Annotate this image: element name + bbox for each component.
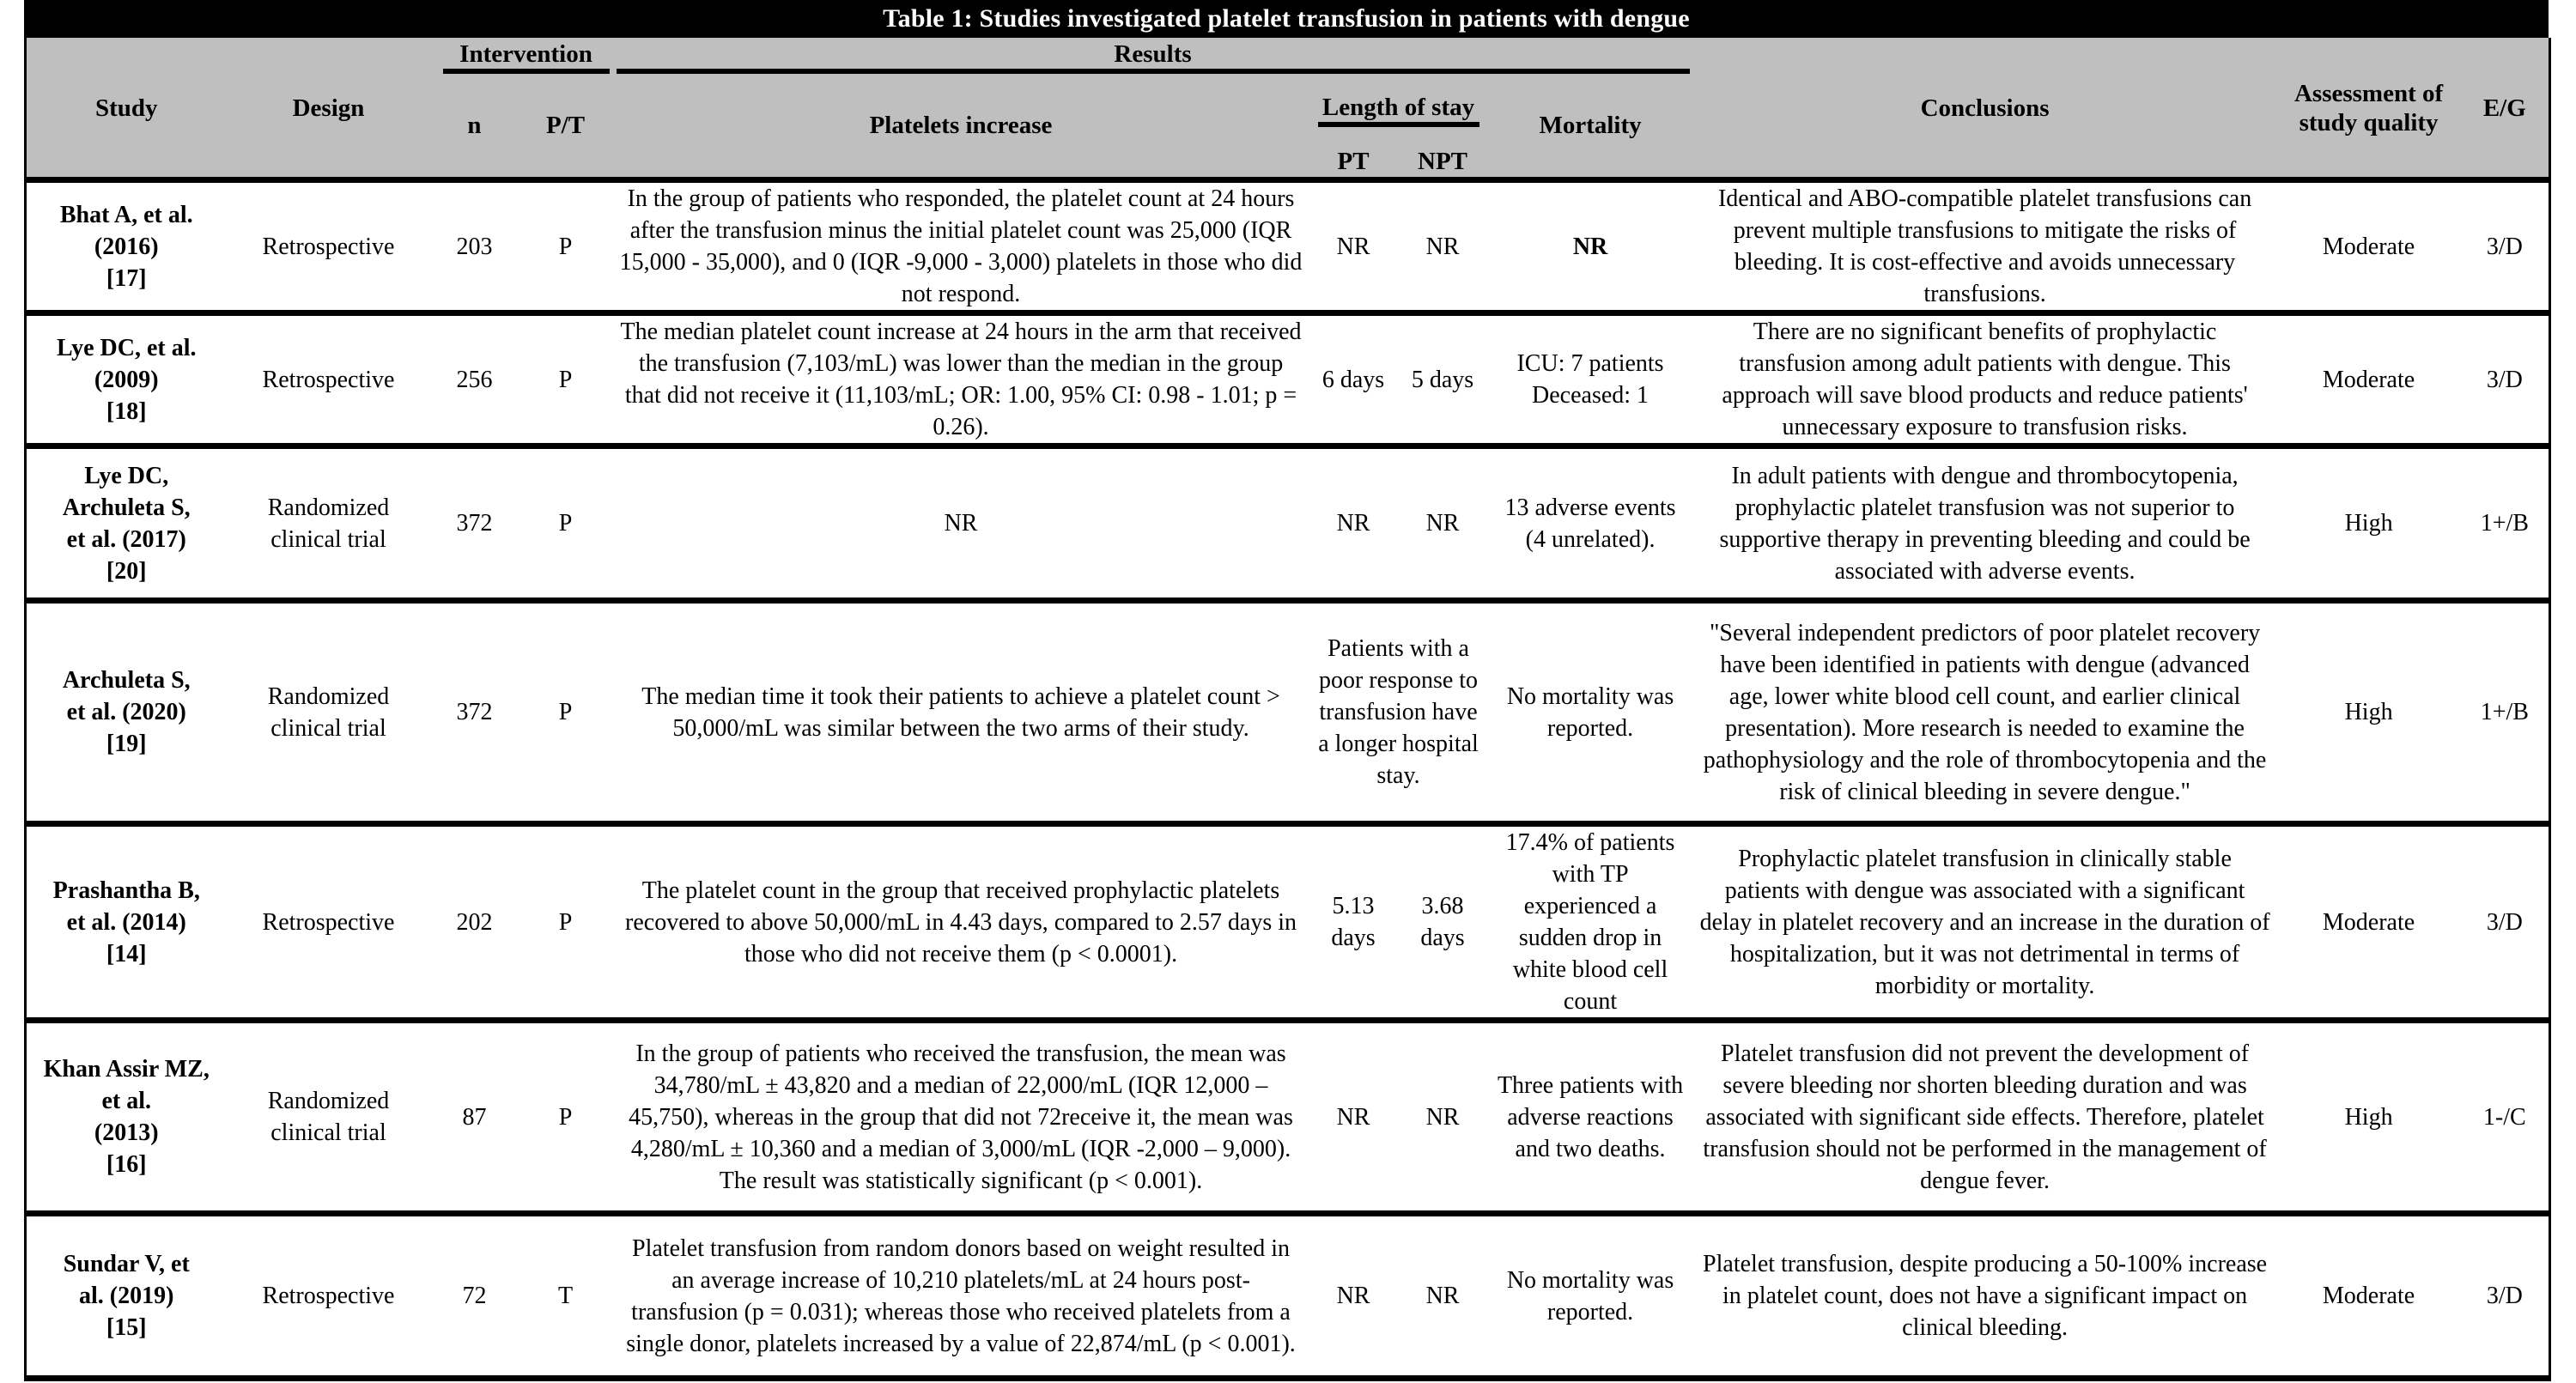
platelets-increase-cell: The median platelet count increase at 24 hours in the arm that received the transfusion (7,103/mL) was lower than the median in the group that did not receive it (11,103/mL; OR: 1.00, 95% CI: 0.98 - 1.01; p = 0.26). [620, 318, 1302, 440]
eg-cell: 1+/B [2480, 510, 2529, 537]
eg-cell: 3/D [2486, 233, 2523, 260]
header-intervention: Intervention [431, 38, 613, 74]
header-assessment: Assessment of study quality [2277, 38, 2461, 180]
los-npt-cell: 5 days [1411, 366, 1474, 393]
assessment-cell: High [2344, 510, 2393, 537]
study-cell: Bhat A, et al. (2016) [17] [59, 201, 193, 292]
studies-table [24, 0, 2549, 1381]
header-los-npt: NPT [1398, 145, 1488, 179]
header-mortality: Mortality [1488, 74, 1693, 180]
header-los-pt: PT [1309, 145, 1398, 179]
platelets-increase-cell: In the group of patients who responded, the platelet count at 24 hours after the transfusion minus the initial platelet count was 25,000 (IQR 15,000 - 35,000), and 0 (IQR -9,000 - 3,000) platelets in those who did not respond. [619, 185, 1303, 307]
platelets-increase-cell: The median time it took their patients to achieve a platelet count > 50,000/mL was similar between the two arms of their study. [641, 682, 1280, 742]
table-row [26, 824, 2550, 1021]
los-pt-cell: NR [1336, 510, 1370, 537]
platelets-increase-cell: In the group of patients who received the transfusion, the mean was 34,780/mL ± 43,820 and a median of 22,000/mL (IQR 12,000 – 45,750), whereas in the group that did not 72receive it, the mean was 4,280/mL ± 10,360 and a median of 3,000/mL (IQR -2,000 – 9,000). The result was statistically significant (p < 0.001). [629, 1040, 1293, 1194]
table-row [26, 1214, 2550, 1379]
mortality-cell: No mortality was reported. [1506, 1266, 1674, 1325]
conclusions-cell: Platelet transfusion, despite producing a 50-100% increase in platelet count, does not have a significant impact on clinical bleeding. [1703, 1251, 2268, 1341]
mortality-cell: 13 adverse events (4 unrelated). [1504, 494, 1676, 553]
n-cell: 202 [456, 908, 493, 936]
conclusions-cell: Platelet transfusion did not prevent the development of severe bleeding nor shorten bleeding duration and was associated with significant side effects. Therefore, platelet transfusion should not be performed in the management of dengue fever. [1703, 1040, 2267, 1194]
pt-type-cell: P [558, 908, 573, 936]
eg-cell: 3/D [2486, 366, 2523, 393]
assessment-cell: Moderate [2322, 1283, 2415, 1309]
conclusions-cell: Prophylactic platelet transfusion in clinically stable patients with dengue was associated with a significant delay in platelet recovery and an increase in the duration of hospitalization, but it was not detrimental in terms of morbidity or mortality. [1699, 845, 2270, 999]
conclusions-cell: "Several independent predictors of poor platelet recovery have been identified in patients with dengue (advanced age, lower white blood cell count, and earlier clinical presentation). More research is needed to examine the pathophysiology and the role of thrombocytopenia and the risk of clinical bleeding in severe dengue." [1703, 619, 2267, 805]
los-pt-cell: NR [1336, 1283, 1370, 1309]
design-cell: Randomized clinical trial [267, 682, 390, 742]
platelets-increase-cell: The platelet count in the group that received prophylactic platelets recovered to above 50,000/mL in 4.43 days, compared to 2.57 days in those who did not receive them (p < 0.0001). [625, 877, 1297, 967]
study-cell: Khan Assir MZ, et al. (2013) [16] [43, 1056, 210, 1178]
header-design: Design [227, 38, 431, 180]
assessment-cell: High [2344, 1103, 2393, 1131]
design-cell: Randomized clinical trial [267, 494, 390, 553]
los-npt-cell: NR [1425, 1103, 1460, 1131]
platelets-increase-cell: Platelet transfusion from random donors based on weight resulted in an average increase of 10,210 platelets/mL at 24 hours post-transfusion (p = 0.031); whereas those who received platelets from a single donor, platelets increased by a value of 22,874/mL (p < 0.001). [626, 1234, 1296, 1357]
design-cell: Retrospective [262, 366, 395, 393]
platelets-increase-cell: NR [944, 510, 978, 537]
header-pt-type: P/T [519, 74, 613, 180]
design-cell: Retrospective [262, 1283, 395, 1309]
n-cell: 372 [456, 699, 493, 725]
header-study: Study [26, 38, 227, 180]
header-results: Results [613, 38, 1693, 74]
los-pt-cell: 6 days [1321, 366, 1385, 393]
los-npt-cell: NR [1425, 510, 1460, 537]
n-cell: 72 [462, 1283, 487, 1309]
los-npt-cell: 3.68 days [1420, 893, 1465, 951]
los-pt-cell: 5.13 days [1331, 893, 1376, 951]
assessment-cell: Moderate [2322, 908, 2415, 936]
design-cell: Randomized clinical trial [267, 1088, 390, 1146]
header-eg: E/G [2461, 38, 2550, 180]
n-cell: 372 [456, 510, 493, 537]
conclusions-cell: There are no significant benefits of prophylactic transfusion among adult patients with dengue. This approach will save blood products and reduce patients' unnecessary exposure to transfusion risks. [1722, 318, 2248, 440]
eg-cell: 3/D [2486, 1283, 2523, 1309]
study-cell: Lye DC, et al. (2009) [18] [56, 334, 197, 425]
eg-cell: 3/D [2486, 908, 2523, 936]
n-cell: 256 [456, 366, 493, 393]
header-length-of-stay: Length of stay [1309, 74, 1488, 145]
study-cell: Prashantha B, et al. (2014) [14] [52, 877, 200, 967]
study-cell: Sundar V, et al. (2019) [15] [63, 1251, 190, 1341]
table-row [26, 180, 2550, 313]
los-pt-cell: NR [1336, 1103, 1370, 1131]
n-cell: 87 [462, 1103, 487, 1131]
conclusions-cell: In adult patients with dengue and thrombocytopenia, prophylactic platelet transfusion was not superior to supportive therapy in preventing bleeding and could be associated with adverse events. [1719, 462, 2251, 585]
mortality-cell: NR [1572, 233, 1608, 260]
study-cell: Lye DC, Archuleta S, et al. (2017) [20] [62, 462, 191, 585]
mortality-cell: 17.4% of patients with TP experienced a sudden drop in white blood cell count [1505, 829, 1675, 1015]
header-conclusions: Conclusions [1693, 38, 2277, 180]
table-row [26, 601, 2550, 824]
table-header [26, 38, 2550, 180]
conclusions-cell: Identical and ABO-compatible platelet transfusions can prevent multiple transfusions to mitigate the risks of bleeding. It is cost-effective and avoids unnecessary transfusions. [1717, 185, 2252, 307]
design-cell: Retrospective [262, 233, 395, 260]
los-combined-cell: Patients with a poor response to transfusion have a longer hospital stay. [1318, 635, 1479, 789]
mortality-cell: Three patients with adverse reactions and two deaths. [1497, 1071, 1684, 1162]
pt-type-cell: T [557, 1283, 574, 1309]
pt-type-cell: P [558, 699, 573, 725]
design-cell: Retrospective [262, 908, 395, 936]
los-npt-cell: NR [1425, 233, 1460, 260]
n-cell: 203 [456, 233, 493, 260]
eg-cell: 1-/C [2482, 1103, 2526, 1131]
header-platelets-increase: Platelets increase [613, 74, 1309, 180]
pt-type-cell: P [558, 366, 573, 393]
study-cell: Archuleta S, et al. (2020) [19] [62, 667, 191, 757]
pt-type-cell: P [558, 233, 573, 260]
pt-type-cell: P [558, 1103, 573, 1131]
table-row [26, 446, 2550, 601]
los-npt-cell: NR [1425, 1283, 1460, 1309]
mortality-cell: ICU: 7 patients Deceased: 1 [1516, 350, 1664, 409]
pt-type-cell: P [558, 510, 573, 537]
header-n: n [431, 74, 519, 180]
assessment-cell: Moderate [2322, 366, 2415, 393]
table-row [26, 1021, 2550, 1214]
assessment-cell: High [2344, 699, 2393, 725]
assessment-cell: Moderate [2322, 233, 2415, 260]
table-row [26, 313, 2550, 446]
mortality-cell: No mortality was reported. [1506, 682, 1674, 742]
eg-cell: 1+/B [2480, 699, 2529, 725]
los-pt-cell: NR [1336, 233, 1370, 260]
table-title: Table 1: Studies investigated platelet transfusion in patients with dengue [24, 0, 2549, 38]
